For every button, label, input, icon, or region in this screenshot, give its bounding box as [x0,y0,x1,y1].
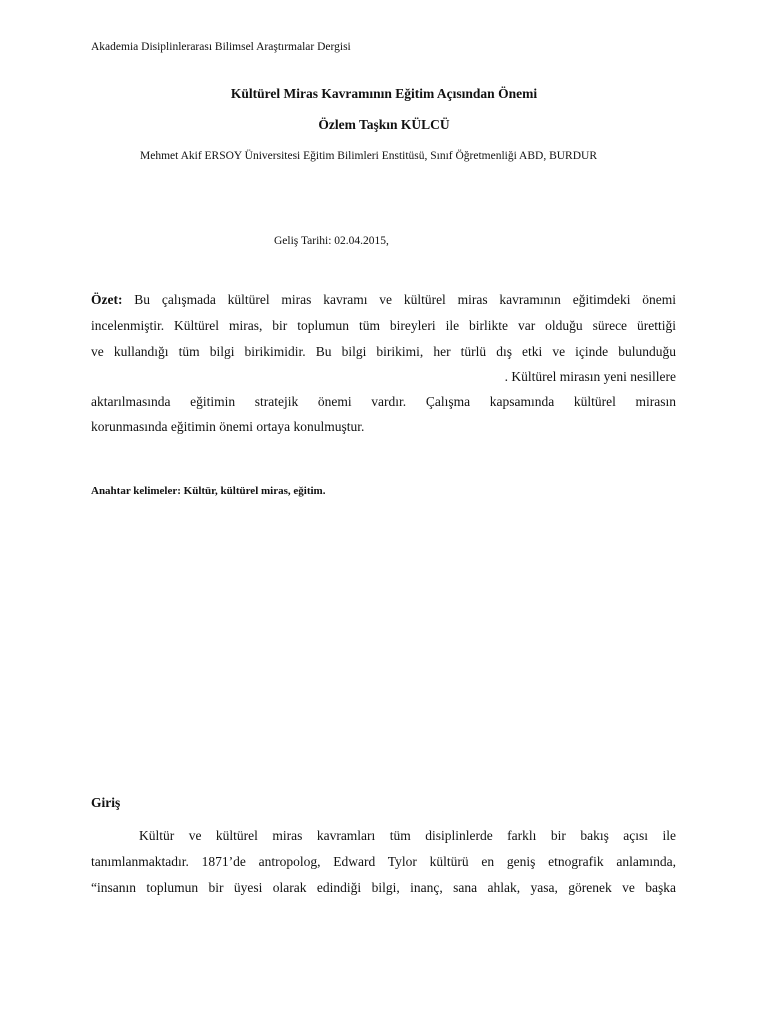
keywords: Anahtar kelimeler: Kültür, kültürel miras, eğitim. [91,485,326,497]
abstract-line-1 [91,292,676,308]
author-name: Özlem Taşkın KÜLCÜ [318,117,450,132]
intro-line-1: Kültür ve kültürel miras kavramları tüm disiplinlerde farklı bir bakış açısı ile [139,828,676,843]
intro-line-3: “insanın toplumun bir üyesi olarak edindiği bilgi, inanç, sana ahlak, yasa, görenek ve başka [91,880,676,895]
received-date: Geliş Tarihi: 02.04.2015, [274,235,389,247]
article-title: Kültürel Miras Kavramının Eğitim Açısından Önemi [230,86,538,101]
abstract-line-3: ve kullandığı tüm bilgi birikimidir. Bu bilgi birikimi, her türlü dış etki ve içinde bulunduğu [91,344,676,359]
abstract-text: Bu çalışmada kültürel miras kavramı ve kültürel miras kavramının eğitimdeki önemi [134,292,676,307]
author-affiliation: Mehmet Akif ERSOY Üniversitesi Eğitim Bilimleri Enstitüsü, Sınıf Öğretmenliği ABD, BURDUR [140,150,598,162]
abstract-line-6: korunmasında eğitimin önemi ortaya konulmuştur. [91,419,365,434]
abstract-line-5: aktarılmasında eğitimin stratejik önemi vardır. Çalışma kapsamında kültürel mirasın [91,394,676,409]
section-heading-intro: Giriş [91,795,121,810]
abstract-line-2: incelenmiştir. Kültürel miras, bir toplumun tüm bireyleri ile birlikte var olduğu sürece ürettiği [91,318,676,333]
intro-line-2: tanımlanmaktadır. 1871’de antropolog, Edward Tylor kültürü en geniş etnografik anlamında, [91,854,676,869]
abstract-label: Özet: [91,292,123,307]
abstract-line-4: . Kültürel mirasın yeni nesillere [504,369,676,384]
journal-name: Akademia Disiplinlerarası Bilimsel Araştırmalar Dergisi [91,41,351,53]
